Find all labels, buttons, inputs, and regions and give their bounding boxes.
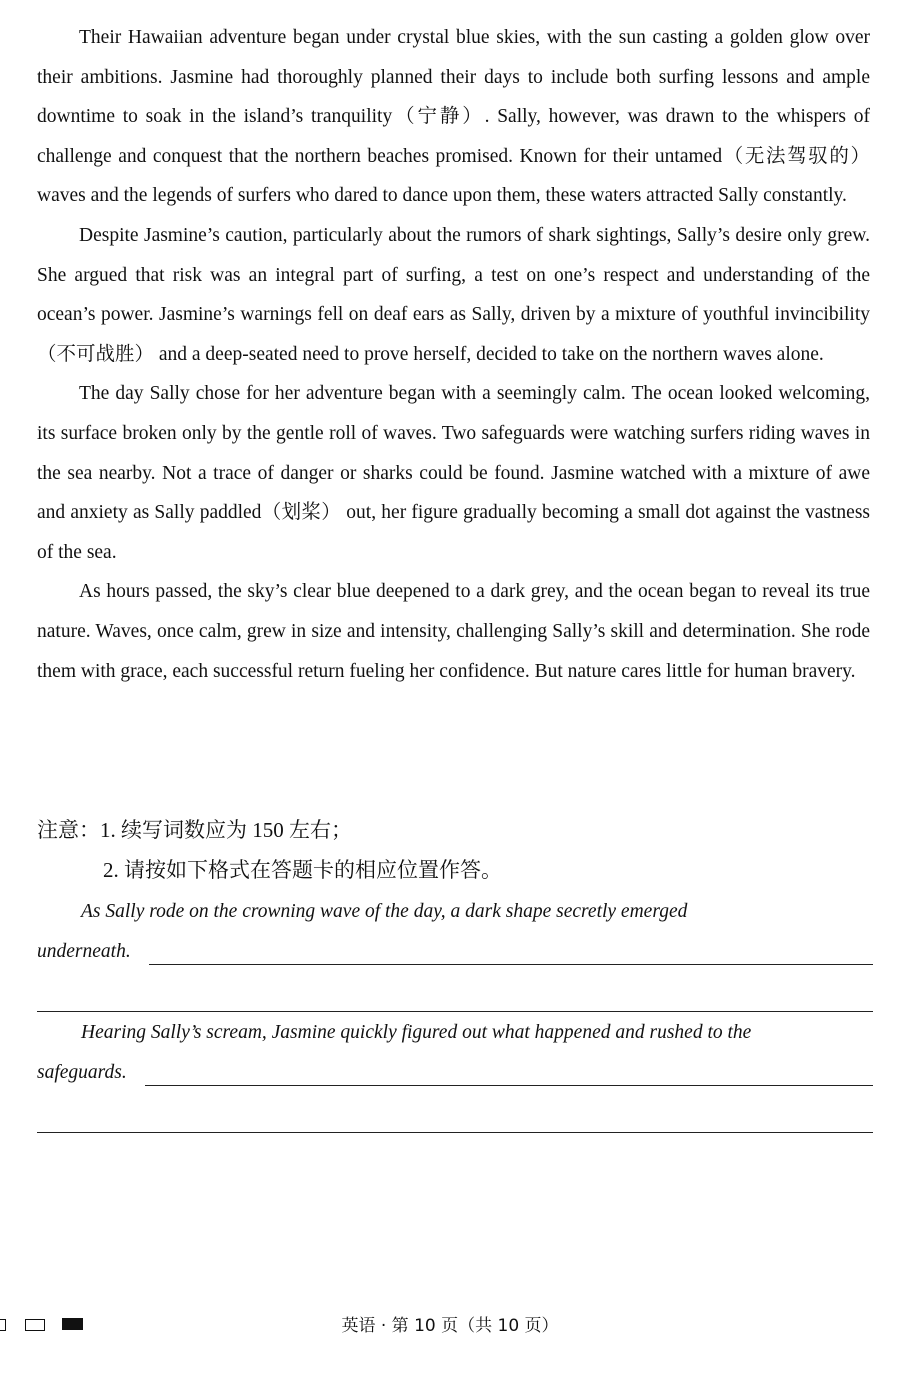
prompt-1-last-word: underneath. (37, 941, 131, 962)
answer-rule[interactable] (37, 972, 873, 1012)
page-number: 英语 · 第 10 页（共 10 页） (341, 1316, 559, 1336)
prompt-1-answer-line (37, 932, 873, 972)
passage-paragraph-4: As hours passed, the sky’s clear blue deepened to a dark grey, and the ocean began to reveal its true nature. Waves, once calm, grew in size and intensity, challenging Sally’s skill and determination. She rode them with grace, each successful return fueling her confidence. But nature cares little for human bravery. (37, 581, 870, 682)
writing-instructions (37, 810, 870, 890)
answer-rule[interactable] (145, 1085, 873, 1086)
prompt-2-answer-line (37, 1053, 873, 1093)
prompt-2-last-word: safeguards. (37, 1062, 127, 1083)
page-footer (0, 1308, 900, 1338)
passage-paragraph-2: Despite Jasmine’s caution, particularly about the rumors of shark sightings, Sally’s desire only grew. She argued that risk was an integral part of surfing, a test on one’s respect and understanding of the ocean’s power. Jasmine’s warnings fell on deaf ears as Sally, driven by a mixture of youthful invincibility（不可战胜） and a deep-seated need to prove herself, decided to take on the northern waves alone. (37, 224, 870, 365)
answer-rule[interactable] (149, 964, 873, 965)
reading-passage (37, 18, 870, 691)
continuation-prompt-2 (37, 1013, 873, 1133)
continuation-prompt-1 (37, 892, 873, 1012)
instruction-word-count: 注意：1. 续写词数应为 150 左右； (37, 818, 352, 842)
passage-paragraph-1: Their Hawaiian adventure began under crystal blue skies, with the sun casting a golden glow over their ambitions. Jasmine had thoroughly planned their days to include both surfing lessons and ample downtime to soak in the island’s tranquility（宁静）. Sally, however, was drawn to the whispers of challenge and conquest that the northern beaches promised. Known for their untamed（无法驾驭的） waves and the legends of surfers who dared to dance upon them, these waters attracted Sally constantly. (37, 27, 870, 207)
answer-rule[interactable] (37, 1093, 873, 1133)
instruction-format: 2. 请按如下格式在答题卡的相应位置作答。 (103, 858, 502, 882)
passage-paragraph-3: The day Sally chose for her adventure began with a seemingly calm. The ocean looked welcoming, its surface broken only by the gentle roll of waves. Two safeguards were watching surfers riding waves in the sea nearby. Not a trace of danger or sharks could be found. Jasmine watched with a mixture of awe and anxiety as Sally paddled（划桨） out, her figure gradually becoming a small dot against the vastness of the sea. (37, 383, 870, 563)
prompt-1-text: As Sally rode on the crowning wave of the day, a dark shape secretly emerged (81, 901, 688, 922)
prompt-2-text: Hearing Sally’s scream, Jasmine quickly figured out what happened and rushed to the (81, 1022, 752, 1043)
